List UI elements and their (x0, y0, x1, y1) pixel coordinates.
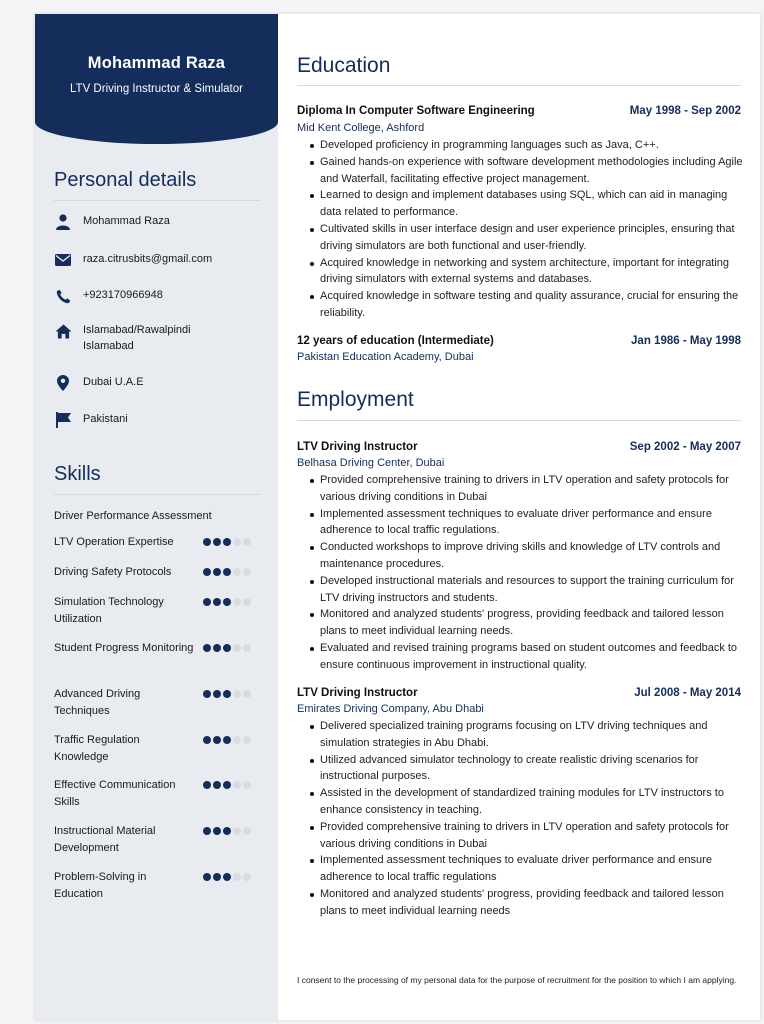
skills-heading: Skills (54, 463, 101, 485)
skill-level-rating (203, 538, 251, 546)
skills-divider (54, 494, 260, 495)
skill-label: LTV Operation Expertise (54, 536, 174, 548)
bullet-item: Gained hands-on experience with software development methodologies including Agile and Waterfall, facilitating effective project management. (320, 154, 743, 188)
flag-icon (54, 411, 72, 429)
skill-label: Effective Communication Skills (54, 779, 176, 808)
skill-label: Problem-Solving in Education (54, 871, 147, 900)
rating-dot-filled (223, 873, 231, 881)
rating-dot-filled (213, 538, 221, 546)
skill-label: Simulation Technology Utilization (54, 596, 164, 625)
rating-dot-filled (223, 644, 231, 652)
rating-dot-filled (213, 781, 221, 789)
detail-name-text: Mohammad Raza (83, 215, 170, 227)
rating-dot-empty (243, 644, 251, 652)
rating-dot-empty (243, 781, 251, 789)
bullet-item: Developed proficiency in programming languages such as Java, C++. (320, 137, 743, 154)
bullet-item: Developed instructional materials and resources to support the training curriculum for LTV driving instructors and students. (320, 573, 743, 607)
detail-email-text: raza.citrusbits@gmail.com (83, 253, 213, 265)
header-banner (35, 14, 278, 144)
employment-heading: Employment (297, 388, 414, 411)
candidate-title: LTV Driving Instructor & Simulator (70, 83, 243, 95)
rating-dot-filled (213, 690, 221, 698)
detail-address (54, 322, 264, 354)
rating-dot-filled (213, 827, 221, 835)
skill-label: Advanced Driving Techniques (54, 688, 141, 717)
rating-dot-filled (203, 644, 211, 652)
rating-dot-filled (203, 873, 211, 881)
education-entry-1-bullets (320, 137, 743, 322)
employment-divider (297, 420, 741, 421)
location-pin-icon (54, 374, 72, 392)
employment-entry-1-date: Sep 2002 - May 2007 (629, 441, 741, 453)
rating-dot-empty (233, 690, 241, 698)
rating-dot-empty (233, 644, 241, 652)
rating-dot-filled (203, 690, 211, 698)
employment-entry-2-company: Emirates Driving Company, Abu Dhabi (297, 703, 484, 715)
person-icon (54, 213, 72, 231)
rating-dot-filled (223, 781, 231, 789)
skill-level-rating (203, 736, 251, 744)
rating-dot-empty (233, 598, 241, 606)
rating-dot-empty (243, 538, 251, 546)
rating-dot-filled (203, 598, 211, 606)
rating-dot-filled (213, 644, 221, 652)
rating-dot-empty (233, 781, 241, 789)
envelope-icon (54, 251, 72, 269)
detail-name (54, 213, 264, 231)
education-divider (297, 85, 741, 86)
bullet-item: Implemented assessment techniques to evaluate driver performance and ensure adherence to local traffic regulations. (320, 506, 743, 540)
bullet-item: Evaluated and revised training programs based on student outcomes and feedback to ensure continuous improvement in instructional quality. (320, 640, 743, 674)
rating-dot-filled (223, 736, 231, 744)
rating-dot-filled (203, 827, 211, 835)
education-entry-2-date: Jan 1986 - May 1998 (631, 335, 741, 347)
education-entry-2-school: Pakistan Education Academy, Dubai (297, 351, 474, 363)
bullet-item: Assisted in the development of standardized training modules for LTV instructors to enhance consistency in teaching. (320, 785, 743, 819)
skill-level-rating (203, 873, 251, 881)
bullet-item: Provided comprehensive training to drivers in LTV operation and safety protocols for various driving conditions in Dubai (320, 472, 743, 506)
resume-page (35, 14, 760, 1020)
home-icon (54, 322, 72, 340)
skill-level-rating (203, 568, 251, 576)
education-entry-1-school: Mid Kent College, Ashford (297, 122, 425, 134)
bullet-item: Monitored and analyzed students' progress, providing feedback and tailored lesson plans to meet individual learning needs. (320, 606, 743, 640)
skill-level-rating (203, 644, 251, 652)
skill-level-rating (203, 781, 251, 789)
detail-nationality-text: Pakistani (83, 413, 128, 425)
bullet-item: Acquired knowledge in software testing and quality assurance, crucial for ensuring the reliability. (320, 288, 743, 322)
bullet-item: Monitored and analyzed students' progress, providing feedback and tailored lesson plans to meet individual learning needs (320, 886, 743, 920)
bullet-item: Delivered specialized training programs focusing on LTV driving techniques and simulation strategies in Abu Dhabi. (320, 718, 743, 752)
employment-entry-2-date: Jul 2008 - May 2014 (634, 687, 741, 699)
rating-dot-empty (233, 736, 241, 744)
rating-dot-filled (203, 568, 211, 576)
rating-dot-empty (233, 568, 241, 576)
personal-details-heading: Personal details (54, 169, 197, 191)
detail-phone-text: +923170966948 (83, 289, 163, 301)
rating-dot-empty (243, 690, 251, 698)
skill-level-rating (203, 598, 251, 606)
rating-dot-empty (233, 827, 241, 835)
rating-dot-empty (243, 873, 251, 881)
detail-address-text: Islamabad/Rawalpindi Islamabad (83, 324, 191, 352)
detail-phone (54, 287, 264, 305)
rating-dot-filled (203, 781, 211, 789)
phone-icon (54, 287, 72, 305)
detail-nationality (54, 411, 264, 429)
education-entry-2-title: 12 years of education (Intermediate) (297, 335, 494, 347)
rating-dot-empty (243, 736, 251, 744)
rating-dot-filled (223, 538, 231, 546)
rating-dot-filled (223, 827, 231, 835)
employment-entry-1-title: LTV Driving Instructor (297, 441, 418, 453)
consent-statement: I consent to the processing of my personal data for the purpose of recruitment for the position to which I am applying. (297, 975, 737, 985)
skill-label: Traffic Regulation Knowledge (54, 734, 140, 763)
rating-dot-empty (233, 873, 241, 881)
employment-entry-1-bullets (320, 472, 743, 674)
rating-dot-filled (213, 568, 221, 576)
skill-label: Instructional Material Development (54, 825, 156, 854)
bullet-item: Provided comprehensive training to drivers in LTV operation and safety protocols for various driving conditions in Dubai (320, 819, 743, 853)
education-entry-1-date: May 1998 - Sep 2002 (629, 105, 741, 117)
rating-dot-filled (213, 598, 221, 606)
skill-level-rating (203, 690, 251, 698)
employment-entry-2-title: LTV Driving Instructor (297, 687, 418, 699)
skill-label: Driving Safety Protocols (54, 566, 172, 578)
rating-dot-empty (233, 538, 241, 546)
rating-dot-filled (203, 736, 211, 744)
skill-level-rating (203, 827, 251, 835)
bullet-item: Utilized advanced simulator technology to create realistic driving scenarios for instructional purposes. (320, 752, 743, 786)
education-entry-1-title: Diploma In Computer Software Engineering (297, 105, 535, 117)
bullet-item: Learned to design and implement databases using SQL, which can aid in managing data related to performance. (320, 187, 743, 221)
bullet-item: Implemented assessment techniques to evaluate driver performance and ensure adherence to local traffic regulations (320, 852, 743, 886)
bullet-item: Conducted workshops to improve driving skills and knowledge of LTV controls and maintenance procedures. (320, 539, 743, 573)
rating-dot-filled (223, 598, 231, 606)
rating-dot-filled (223, 568, 231, 576)
candidate-name: Mohammad Raza (87, 54, 226, 72)
rating-dot-empty (243, 827, 251, 835)
skill-first: Driver Performance Assessment (54, 510, 212, 522)
detail-email (54, 251, 264, 269)
employment-entry-2-bullets (320, 718, 743, 920)
education-heading: Education (297, 54, 391, 77)
detail-location-text: Dubai U.A.E (83, 376, 144, 388)
sidebar (35, 14, 278, 1020)
detail-location (54, 374, 264, 392)
employment-entry-1-company: Belhasa Driving Center, Dubai (297, 457, 445, 469)
rating-dot-empty (243, 568, 251, 576)
personal-divider (54, 200, 260, 201)
rating-dot-empty (243, 598, 251, 606)
rating-dot-filled (223, 690, 231, 698)
skill-label: Student Progress Monitoring (54, 642, 194, 654)
bullet-item: Cultivated skills in user interface design and user experience principles, ensuring that driving simulators are both functional and user-friendly. (320, 221, 743, 255)
bullet-item: Acquired knowledge in networking and system architecture, important for integrating driving simulators with external systems and databases. (320, 255, 743, 289)
rating-dot-filled (213, 873, 221, 881)
rating-dot-filled (213, 736, 221, 744)
rating-dot-filled (203, 538, 211, 546)
